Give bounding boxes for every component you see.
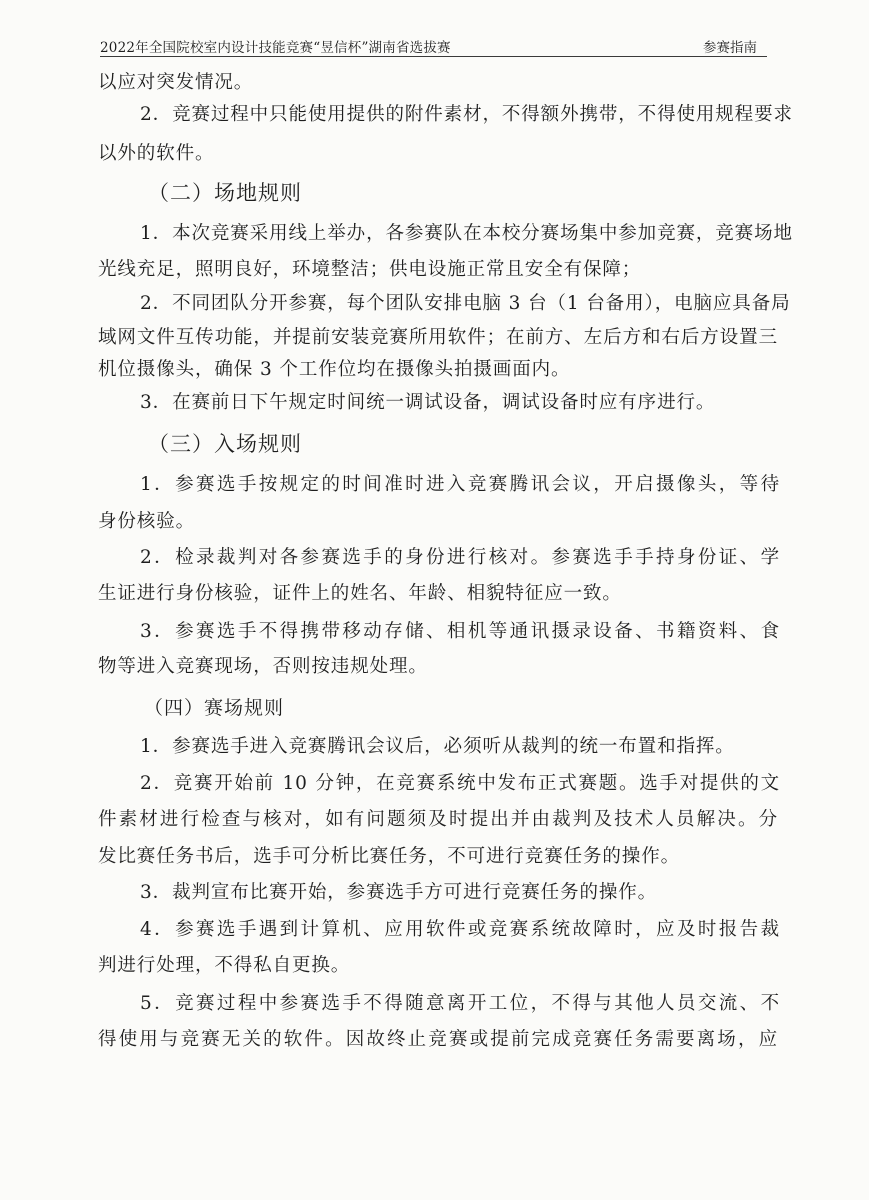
body-line: 3．参赛选手不得携带移动存储、相机等通讯摄录设备、书籍资料、食 xyxy=(140,621,780,642)
body-line: 2．不同团队分开参赛，每个团队安排电脑 3 台（1 台备用），电脑应具备局 xyxy=(140,293,791,314)
body-line: 机位摄像头，确保 3 个工作位均在摄像头拍摄画面内。 xyxy=(98,359,571,380)
body-line: 发比赛任务书后，选手可分析比赛任务，不可进行竞赛任务的操作。 xyxy=(98,846,681,867)
body-line: 件素材进行检查与核对，如有问题须及时提出并由裁判及技术人员解决。分 xyxy=(98,809,778,830)
body-line: 身份核验。 xyxy=(98,511,196,532)
body-line: 5．竞赛过程中参赛选手不得随意离开工位，不得与其他人员交流、不 xyxy=(140,993,780,1014)
body-line: 1．参赛选手进入竞赛腾讯会议后，必须听从裁判的统一布置和指挥。 xyxy=(140,736,735,757)
section-heading: （二）场地规则 xyxy=(148,181,302,205)
body-line: 4．参赛选手遇到计算机、应用软件或竞赛系统故障时，应及时报告裁 xyxy=(140,919,780,940)
section-heading: （三）入场规则 xyxy=(148,432,302,456)
body-line: 1．参赛选手按规定的时间准时进入竞赛腾讯会议，开启摄像头，等待 xyxy=(140,474,780,495)
header-title: 2022年全国院校室内设计技能竞赛“昱信杯”湖南省选拔赛 xyxy=(100,40,451,56)
header-section: 参赛指南 xyxy=(703,40,757,56)
body-line: 得使用与竞赛无关的软件。因故终止竞赛或提前完成竞赛任务需要离场，应 xyxy=(98,1029,778,1050)
body-line: 3．裁判宣布比赛开始，参赛选手方可进行竞赛任务的操作。 xyxy=(140,882,658,903)
body-line: 物等进入竞赛现场，否则按违规处理。 xyxy=(98,656,428,677)
body-line: 2．竞赛开始前 10 分钟，在竞赛系统中发布正式赛题。选手对提供的文 xyxy=(140,773,780,794)
body-line: 域网文件互传功能，并提前安装竞赛所用软件；在前方、左后方和右后方设置三 xyxy=(98,327,778,348)
body-line: 1．本次竞赛采用线上举办，各参赛队在本校分赛场集中参加竞赛，竞赛场地 xyxy=(140,223,793,244)
body-line: 以应对突发情况。 xyxy=(98,72,254,93)
body-line: 判进行处理，不得私自更换。 xyxy=(98,955,351,976)
body-line: 3．在赛前日下午规定时间统一调试设备，调试设备时应有序进行。 xyxy=(140,392,716,413)
body-line: 2．检录裁判对各参赛选手的身份进行核对。参赛选手手持身份证、学 xyxy=(140,547,780,568)
section-heading: （四）赛场规则 xyxy=(144,697,285,719)
body-line: 生证进行身份核验，证件上的姓名、年龄、相貌特征应一致。 xyxy=(98,583,622,604)
body-line: 光线充足，照明良好，环境整洁；供电设施正常且安全有保障； xyxy=(98,259,642,280)
body-line: 2．竞赛过程中只能使用提供的附件素材，不得额外携带，不得使用规程要求 xyxy=(140,104,793,125)
body-line: 以外的软件。 xyxy=(98,143,215,164)
